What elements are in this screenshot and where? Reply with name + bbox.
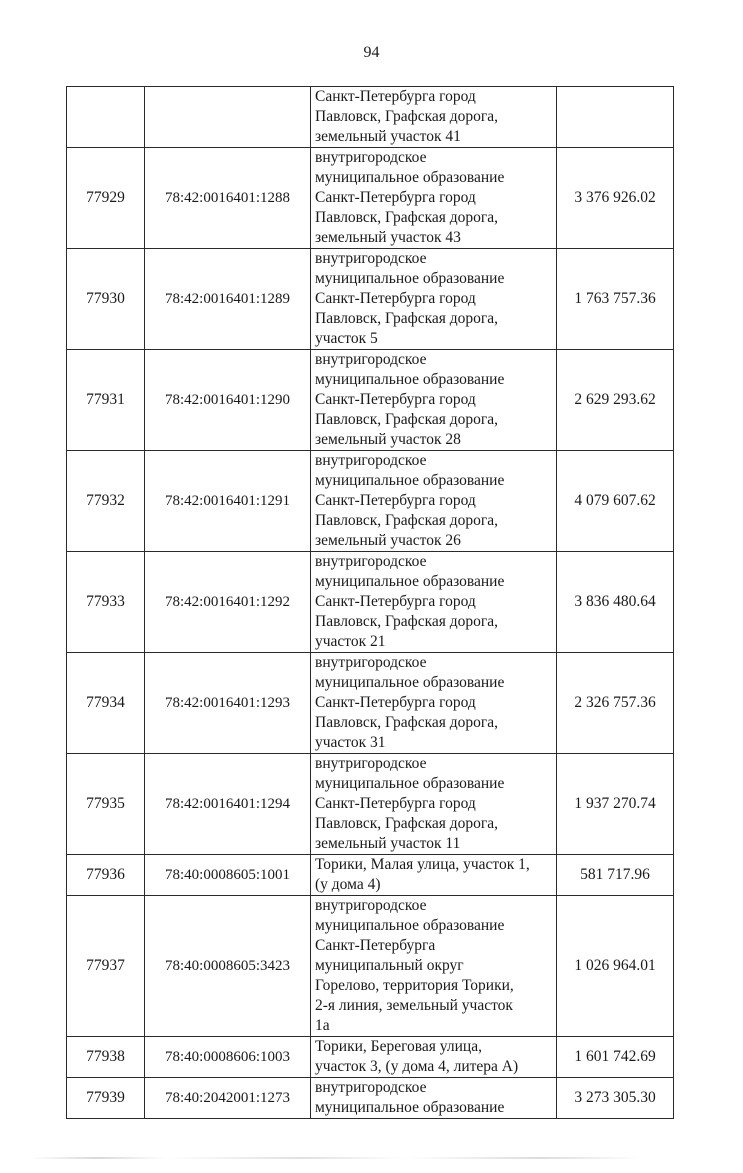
address-line: Павловск, Графская дорога, — [315, 209, 499, 226]
address-cell — [311, 350, 557, 451]
cadastral-number-cell: 78:42:0016401:1291 — [145, 451, 311, 552]
address-line: (у дома 4) — [315, 876, 381, 893]
cadastral-value-cell: 4 079 607.62 — [557, 451, 674, 552]
cadastral-value-cell: 3 273 305.30 — [557, 1078, 674, 1119]
cadastral-number-cell: 78:42:0016401:1288 — [145, 148, 311, 249]
address-line: Павловск, Графская дорога, — [315, 310, 499, 327]
cadastral-value-cell: 1 763 757.36 — [557, 249, 674, 350]
address-line: муниципальное образование — [315, 472, 505, 489]
address-line: Павловск, Графская дорога, — [315, 714, 499, 731]
cadastral-value-cell: 1 026 964.01 — [557, 896, 674, 1037]
address-line: земельный участок 11 — [315, 835, 461, 852]
table-row — [67, 451, 674, 552]
row-number-cell: 77936 — [67, 855, 145, 896]
address-line: участок 5 — [315, 330, 378, 347]
address-line: Санкт-Петербурга город — [315, 391, 476, 408]
address-line: внутригородское — [315, 897, 427, 914]
address-line: земельный участок 26 — [315, 532, 461, 549]
row-number-cell: 77930 — [67, 249, 145, 350]
row-number-cell: 77935 — [67, 754, 145, 855]
address-line: 1а — [315, 1017, 330, 1034]
address-cell — [311, 249, 557, 350]
address-line: Горелово, территория Торики, — [315, 977, 514, 994]
address-line: 2-я линия, земельный участок — [315, 997, 513, 1014]
table-row — [67, 896, 674, 1037]
address-line: внутригородское — [315, 553, 427, 570]
address-line: Павловск, Графская дорога, — [315, 108, 499, 125]
address-cell — [311, 896, 557, 1037]
address-line: внутригородское — [315, 452, 427, 469]
table-row — [67, 148, 674, 249]
address-line: земельный участок 28 — [315, 431, 461, 448]
address-line: Павловск, Графская дорога, — [315, 815, 499, 832]
address-line: Санкт-Петербурга город — [315, 694, 476, 711]
address-line: участок 31 — [315, 734, 386, 751]
table-row — [67, 1078, 674, 1119]
row-number-cell — [67, 87, 145, 148]
address-line: муниципальное образование — [315, 674, 505, 691]
cadastral-number-cell: 78:42:0016401:1292 — [145, 552, 311, 653]
cadastral-number-cell: 78:42:0016401:1293 — [145, 653, 311, 754]
address-cell — [311, 148, 557, 249]
address-line: внутригородское — [315, 250, 427, 267]
address-line: муниципальное образование — [315, 775, 505, 792]
cadastral-value-cell — [557, 87, 674, 148]
table-body — [67, 87, 674, 1119]
address-cell — [311, 87, 557, 148]
row-number-cell: 77929 — [67, 148, 145, 249]
row-number-cell: 77931 — [67, 350, 145, 451]
table-row — [67, 1037, 674, 1078]
cadastral-number-cell: 78:42:0016401:1294 — [145, 754, 311, 855]
address-cell — [311, 1037, 557, 1078]
cadastral-value-cell: 3 836 480.64 — [557, 552, 674, 653]
address-cell — [311, 552, 557, 653]
table-row — [67, 350, 674, 451]
address-line: внутригородское — [315, 149, 427, 166]
address-line: земельный участок 41 — [315, 128, 461, 145]
address-line: Санкт-Петербурга — [315, 937, 436, 954]
cadastral-value-cell: 2 326 757.36 — [557, 653, 674, 754]
address-line: Павловск, Графская дорога, — [315, 411, 499, 428]
cadastral-number-cell — [145, 87, 311, 148]
table-row — [67, 754, 674, 855]
address-line: внутригородское — [315, 654, 427, 671]
cadastral-value-table — [66, 86, 674, 1119]
address-line: муниципальное образование — [315, 270, 505, 287]
address-line: Санкт-Петербурга город — [315, 492, 476, 509]
row-number-cell: 77938 — [67, 1037, 145, 1078]
page-number: 94 — [363, 44, 380, 61]
cadastral-number-cell: 78:40:0008605:1001 — [145, 855, 311, 896]
row-number-cell: 77937 — [67, 896, 145, 1037]
address-line: Санкт-Петербурга город — [315, 189, 476, 206]
address-line: внутригородское — [315, 1079, 427, 1096]
address-line: муниципальное образование — [315, 917, 505, 934]
address-line: Санкт-Петербурга город — [315, 290, 476, 307]
address-line: Санкт-Петербурга город — [315, 88, 476, 105]
address-cell — [311, 451, 557, 552]
table-row — [67, 855, 674, 896]
address-line: земельный участок 43 — [315, 229, 461, 246]
address-line: муниципальное образование — [315, 573, 505, 590]
address-line: Торики, Малая улица, участок 1, — [315, 856, 530, 873]
address-line: внутригородское — [315, 351, 427, 368]
row-number-cell: 77933 — [67, 552, 145, 653]
cadastral-number-cell: 78:40:2042001:1273 — [145, 1078, 311, 1119]
table-row — [67, 552, 674, 653]
cadastral-value-cell: 2 629 293.62 — [557, 350, 674, 451]
address-line: муниципальный округ — [315, 957, 464, 974]
address-line: муниципальное образование — [315, 371, 505, 388]
cadastral-number-cell: 78:40:0008606:1003 — [145, 1037, 311, 1078]
address-line: муниципальное образование — [315, 169, 505, 186]
address-line: Санкт-Петербурга город — [315, 795, 476, 812]
cadastral-number-cell: 78:40:0008605:3423 — [145, 896, 311, 1037]
address-line: Павловск, Графская дорога, — [315, 613, 499, 630]
cadastral-value-cell: 3 376 926.02 — [557, 148, 674, 249]
address-cell — [311, 1078, 557, 1119]
address-line: внутригородское — [315, 755, 427, 772]
address-line: Санкт-Петербурга город — [315, 593, 476, 610]
scan-artifact — [30, 1157, 710, 1159]
table-row — [67, 653, 674, 754]
cadastral-number-cell: 78:42:0016401:1289 — [145, 249, 311, 350]
address-line: участок 3, (у дома 4, литера А) — [315, 1058, 519, 1075]
table-row — [67, 87, 674, 148]
cadastral-number-cell: 78:42:0016401:1290 — [145, 350, 311, 451]
table-row — [67, 249, 674, 350]
row-number-cell: 77932 — [67, 451, 145, 552]
address-line: Павловск, Графская дорога, — [315, 512, 499, 529]
cadastral-value-cell: 1 937 270.74 — [557, 754, 674, 855]
row-number-cell: 77934 — [67, 653, 145, 754]
address-line: муниципальное образование — [315, 1099, 505, 1116]
cadastral-value-cell: 1 601 742.69 — [557, 1037, 674, 1078]
address-cell — [311, 855, 557, 896]
address-cell — [311, 754, 557, 855]
address-line: Торики, Береговая улица, — [315, 1038, 482, 1055]
cadastral-value-cell: 581 717.96 — [557, 855, 674, 896]
address-line: участок 21 — [315, 633, 386, 650]
address-cell — [311, 653, 557, 754]
row-number-cell: 77939 — [67, 1078, 145, 1119]
